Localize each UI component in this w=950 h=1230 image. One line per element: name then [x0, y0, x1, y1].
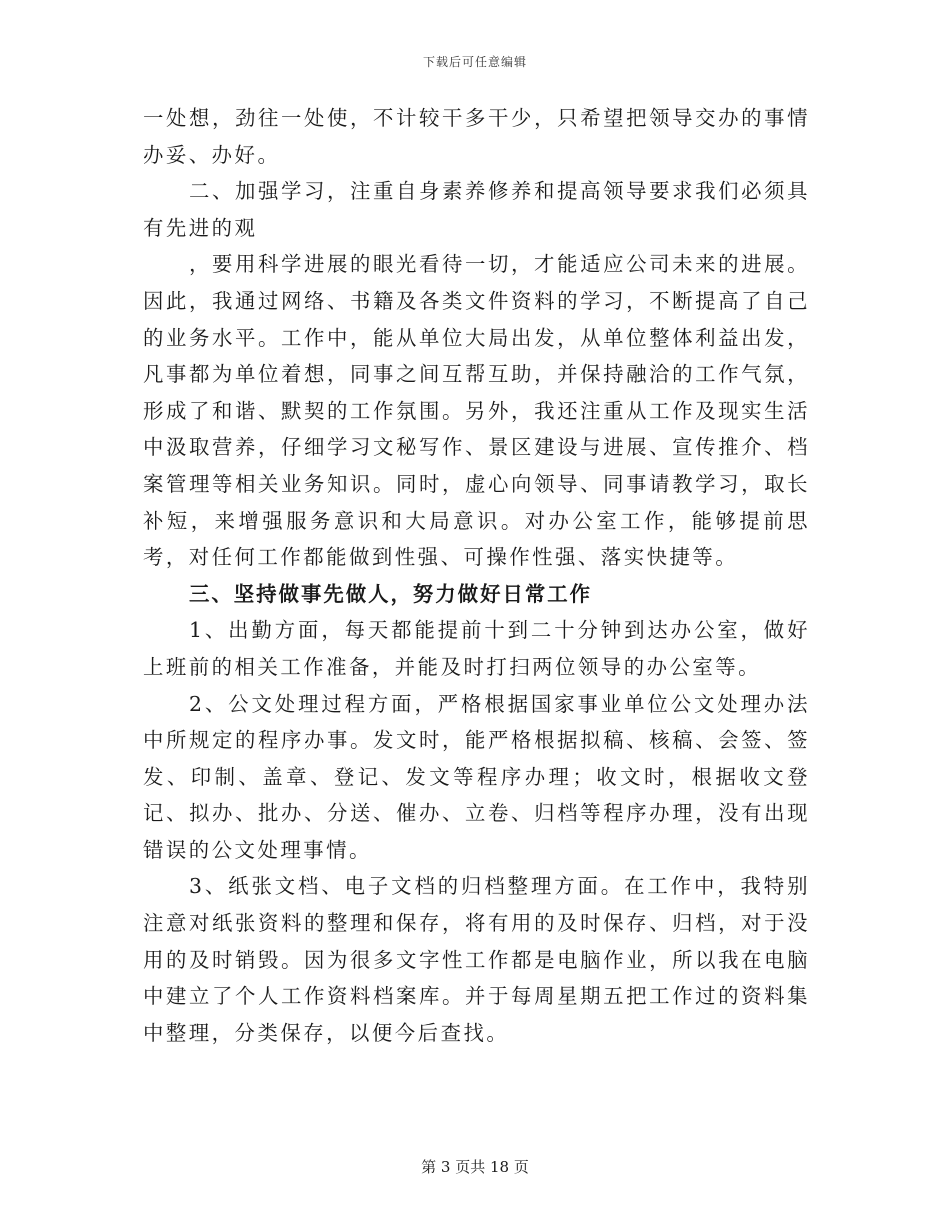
paragraph-archiving: 3、纸张文档、电子文档的归档整理方面。在工作中，我特别注意对纸张资料的整理和保存，将有用的及时保存、归档，对于没用的及时销毁。因为很多文字性工作都是电脑作业，所以我在电脑中建立了个人工作资料档案库。并于每周星期五把工作过的资料集中整理，分类保存，以便今后查找。 [143, 874, 810, 1045]
paragraph-section-2-heading: 二、加强学习，注重自身素养修养和提高领导要求我们必须具有先进的观 [143, 179, 810, 240]
page-number: 第 3 页共 18 页 [421, 1158, 529, 1176]
section-3-heading: 三、坚持做事先做人，努力做好日常工作 [189, 581, 593, 606]
paragraph-attendance: 1、出勤方面，每天都能提前十到二十分钟到达办公室，做好上班前的相关工作准备，并能及时打扫两位领导的办公室等。 [143, 618, 810, 679]
paragraph-continuation: 一处想，劲往一处使，不计较干多干少，只希望把领导交办的事情办妥、办好。 [143, 106, 810, 167]
paragraph-document-handling: 2、公文处理过程方面，严格根据国家事业单位公文处理办法中所规定的程序办事。发文时，能严格根据拟稿、核稿、会签、签发、印制、盖章、登记、发文等程序办理；收文时，根据收文登记、拟办、批办、分送、催办、立卷、归档等程序办理，没有出现错误的公文处理事情。 [143, 691, 810, 862]
document-body [143, 100, 810, 1051]
paragraph-learning: ，要用科学进展的眼光看待一切，才能适应公司未来的进展。因此，我通过网络、书籍及各类文件资料的学习，不断提高了自己的业务水平。工作中，能从单位大局出发，从单位整体利益出发，凡事都为单位着想，同事之间互帮互助，并保持融洽的工作气氛，形成了和谐、默契的工作氛围。另外，我还注重从工作及现实生活中汲取营养，仔细学习文秘写作、景区建设与进展、宣传推介、档案管理等相关业务知识。同时，虚心向领导、同事请教学习，取长补短，来增强服务意识和大局意识。对办公室工作，能够提前思考，对任何工作都能做到性强、可操作性强、落实快捷等。 [143, 252, 810, 570]
page-header: 下载后可任意编辑 [422, 55, 527, 69]
